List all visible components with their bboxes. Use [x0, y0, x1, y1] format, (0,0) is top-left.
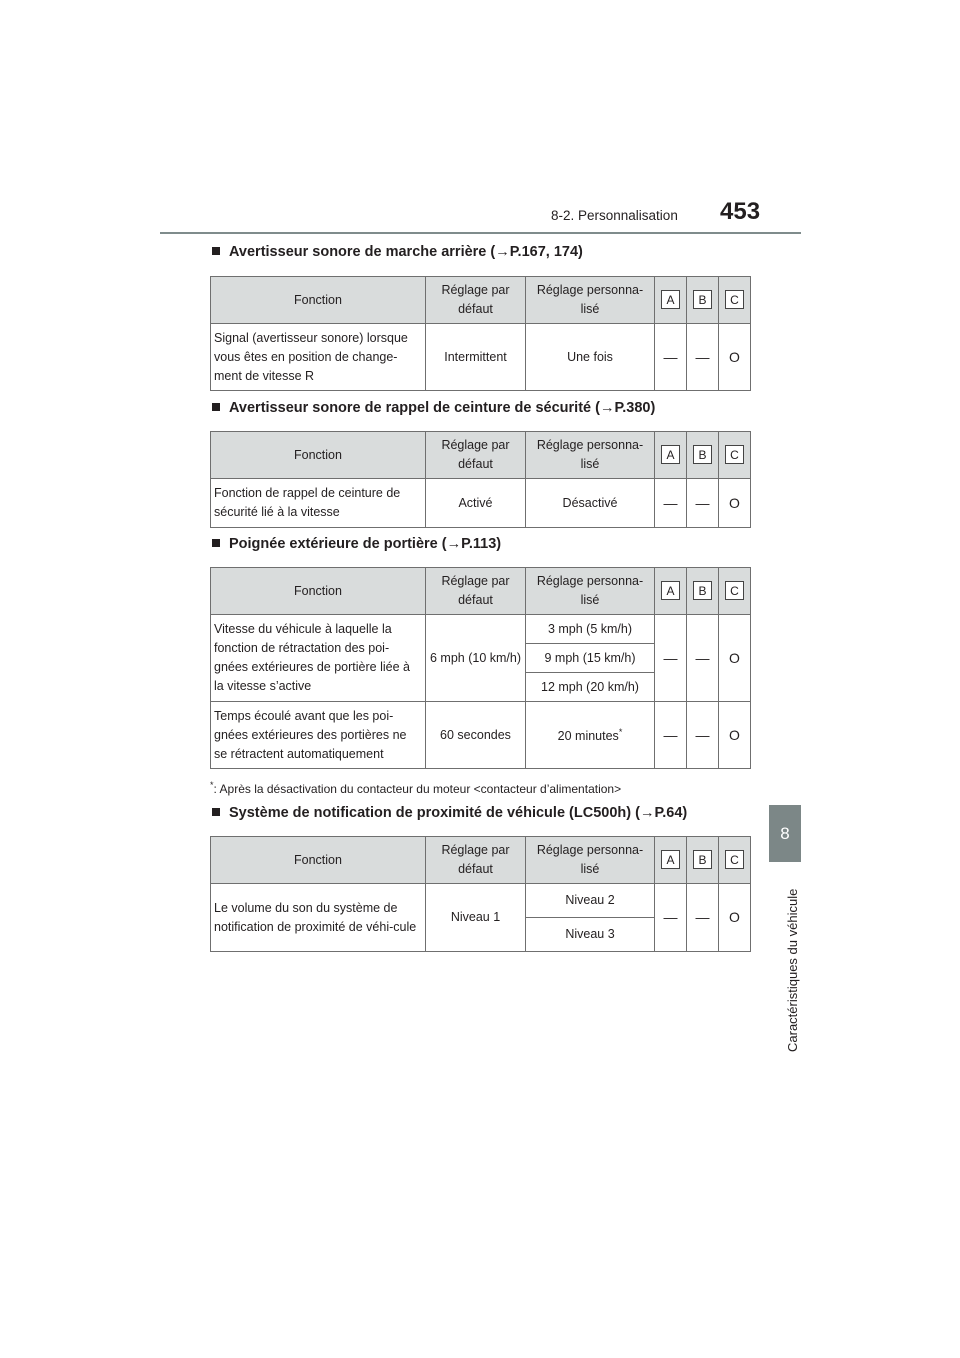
header-a: A	[661, 445, 680, 464]
settings-table-reverse-buzzer	[210, 276, 751, 391]
table-header-row	[211, 277, 751, 324]
cell-default: 60 secondes	[426, 702, 526, 769]
cell-custom: Désactivé	[526, 479, 655, 528]
cell-b: —	[687, 702, 719, 769]
section-title-seatbelt-reminder: Avertisseur sonore de rappel de ceinture de sécurité (→P.380)	[212, 400, 655, 416]
page-reference-link[interactable]: P.64)	[654, 805, 688, 821]
header-a: A	[661, 290, 680, 309]
cell-custom: 20 minutes*	[526, 702, 655, 769]
cell-a: —	[655, 884, 687, 952]
cell-custom-option: 9 mph (15 km/h)	[526, 644, 655, 673]
header-c: C	[725, 445, 744, 464]
section-header: 8-2. Personnalisation	[551, 208, 678, 223]
cell-function: Fonction de rappel de ceinture de sécurité lié à la vitesse	[211, 479, 426, 528]
chapter-label: Caractéristiques du véhicule	[785, 888, 800, 1052]
cell-a: —	[655, 702, 687, 769]
table-header-row	[211, 837, 751, 884]
table-header-row	[211, 432, 751, 479]
cell-c: O	[719, 479, 751, 528]
footnote-mark: *	[618, 727, 623, 738]
cell-a: —	[655, 479, 687, 528]
cell-custom-option: Niveau 3	[526, 918, 655, 952]
cell-function: Le volume du son du système de notification de proximité de véhi-cule	[211, 884, 426, 952]
settings-table-door-handle	[210, 567, 751, 769]
square-bullet-icon	[212, 808, 220, 816]
cell-default: Niveau 1	[426, 884, 526, 952]
section-title-reverse-buzzer: Avertisseur sonore de marche arrière (→P.167, 174)	[212, 244, 583, 260]
cell-custom: Une fois	[526, 324, 655, 391]
header-b: B	[693, 850, 712, 869]
header-default: Réglage par défaut	[426, 837, 526, 884]
cell-c: O	[719, 324, 751, 391]
cell-a: —	[655, 615, 687, 702]
header-default: Réglage par défaut	[426, 277, 526, 324]
header-rule	[160, 232, 801, 234]
cell-function: Temps écoulé avant que les poi-gnées extérieures des portières ne se rétractent automatiquement	[211, 702, 426, 769]
header-c: C	[725, 581, 744, 600]
cell-default: 6 mph (10 km/h)	[426, 615, 526, 702]
square-bullet-icon	[212, 539, 220, 547]
header-c: C	[725, 850, 744, 869]
header-custom: Réglage personna-lisé	[526, 277, 655, 324]
settings-table-seatbelt-reminder	[210, 431, 751, 528]
section-title-door-handle: Poignée extérieure de portière (→P.113)	[212, 536, 501, 552]
header-function: Fonction	[211, 837, 426, 884]
arrow-icon: →	[639, 805, 655, 821]
cell-b: —	[687, 884, 719, 952]
header-custom: Réglage personna-lisé	[526, 837, 655, 884]
settings-table-proximity-notification	[210, 836, 751, 952]
cell-c: O	[719, 615, 751, 702]
header-function: Fonction	[211, 568, 426, 615]
header-b: B	[693, 581, 712, 600]
cell-b: —	[687, 324, 719, 391]
page-reference-link[interactable]: P.380)	[614, 400, 656, 416]
header-c: C	[725, 290, 744, 309]
cell-custom-option: Niveau 2	[526, 884, 655, 918]
header-custom: Réglage personna-lisé	[526, 568, 655, 615]
header-function: Fonction	[211, 432, 426, 479]
cell-b: —	[687, 615, 719, 702]
table-row	[211, 702, 751, 769]
header-a: A	[661, 850, 680, 869]
cell-c: O	[719, 702, 751, 769]
header-a: A	[661, 581, 680, 600]
header-b: B	[693, 290, 712, 309]
header-b: B	[693, 445, 712, 464]
cell-b: —	[687, 479, 719, 528]
table-header-row	[211, 568, 751, 615]
header-function: Fonction	[211, 277, 426, 324]
square-bullet-icon	[212, 403, 220, 411]
footnote: *: Après la désactivation du contacteur du moteur <contacteur d’alimentation>	[210, 780, 622, 796]
arrow-icon: →	[599, 400, 615, 416]
table-row	[211, 615, 751, 644]
header-default: Réglage par défaut	[426, 432, 526, 479]
header-default: Réglage par défaut	[426, 568, 526, 615]
table-row	[211, 884, 751, 918]
page-reference-link[interactable]: P.113)	[461, 536, 502, 552]
cell-function: Signal (avertisseur sonore) lorsque vous êtes en position de change-ment de vitesse R	[211, 324, 426, 391]
cell-a: —	[655, 324, 687, 391]
chapter-tab: 8	[769, 805, 801, 862]
square-bullet-icon	[212, 247, 220, 255]
cell-custom-option: 3 mph (5 km/h)	[526, 615, 655, 644]
cell-c: O	[719, 884, 751, 952]
table-row	[211, 479, 751, 528]
header-custom: Réglage personna-lisé	[526, 432, 655, 479]
arrow-icon: →	[495, 244, 510, 260]
cell-default: Intermittent	[426, 324, 526, 391]
section-title-proximity-notification: Système de notification de proximité de véhicule (LC500h) (→P.64)	[212, 805, 687, 821]
footnote-mark: *	[210, 780, 214, 790]
page-number: 453	[720, 198, 761, 225]
cell-function: Vitesse du véhicule à laquelle la fonction de rétractation des poi-gnées extérieures de portière liée à la vitesse s’active	[211, 615, 426, 702]
cell-custom-option: 12 mph (20 km/h)	[526, 673, 655, 702]
arrow-icon: →	[446, 536, 462, 552]
page-reference-link[interactable]: P.167, 174)	[509, 244, 583, 260]
table-row	[211, 324, 751, 391]
cell-default: Activé	[426, 479, 526, 528]
